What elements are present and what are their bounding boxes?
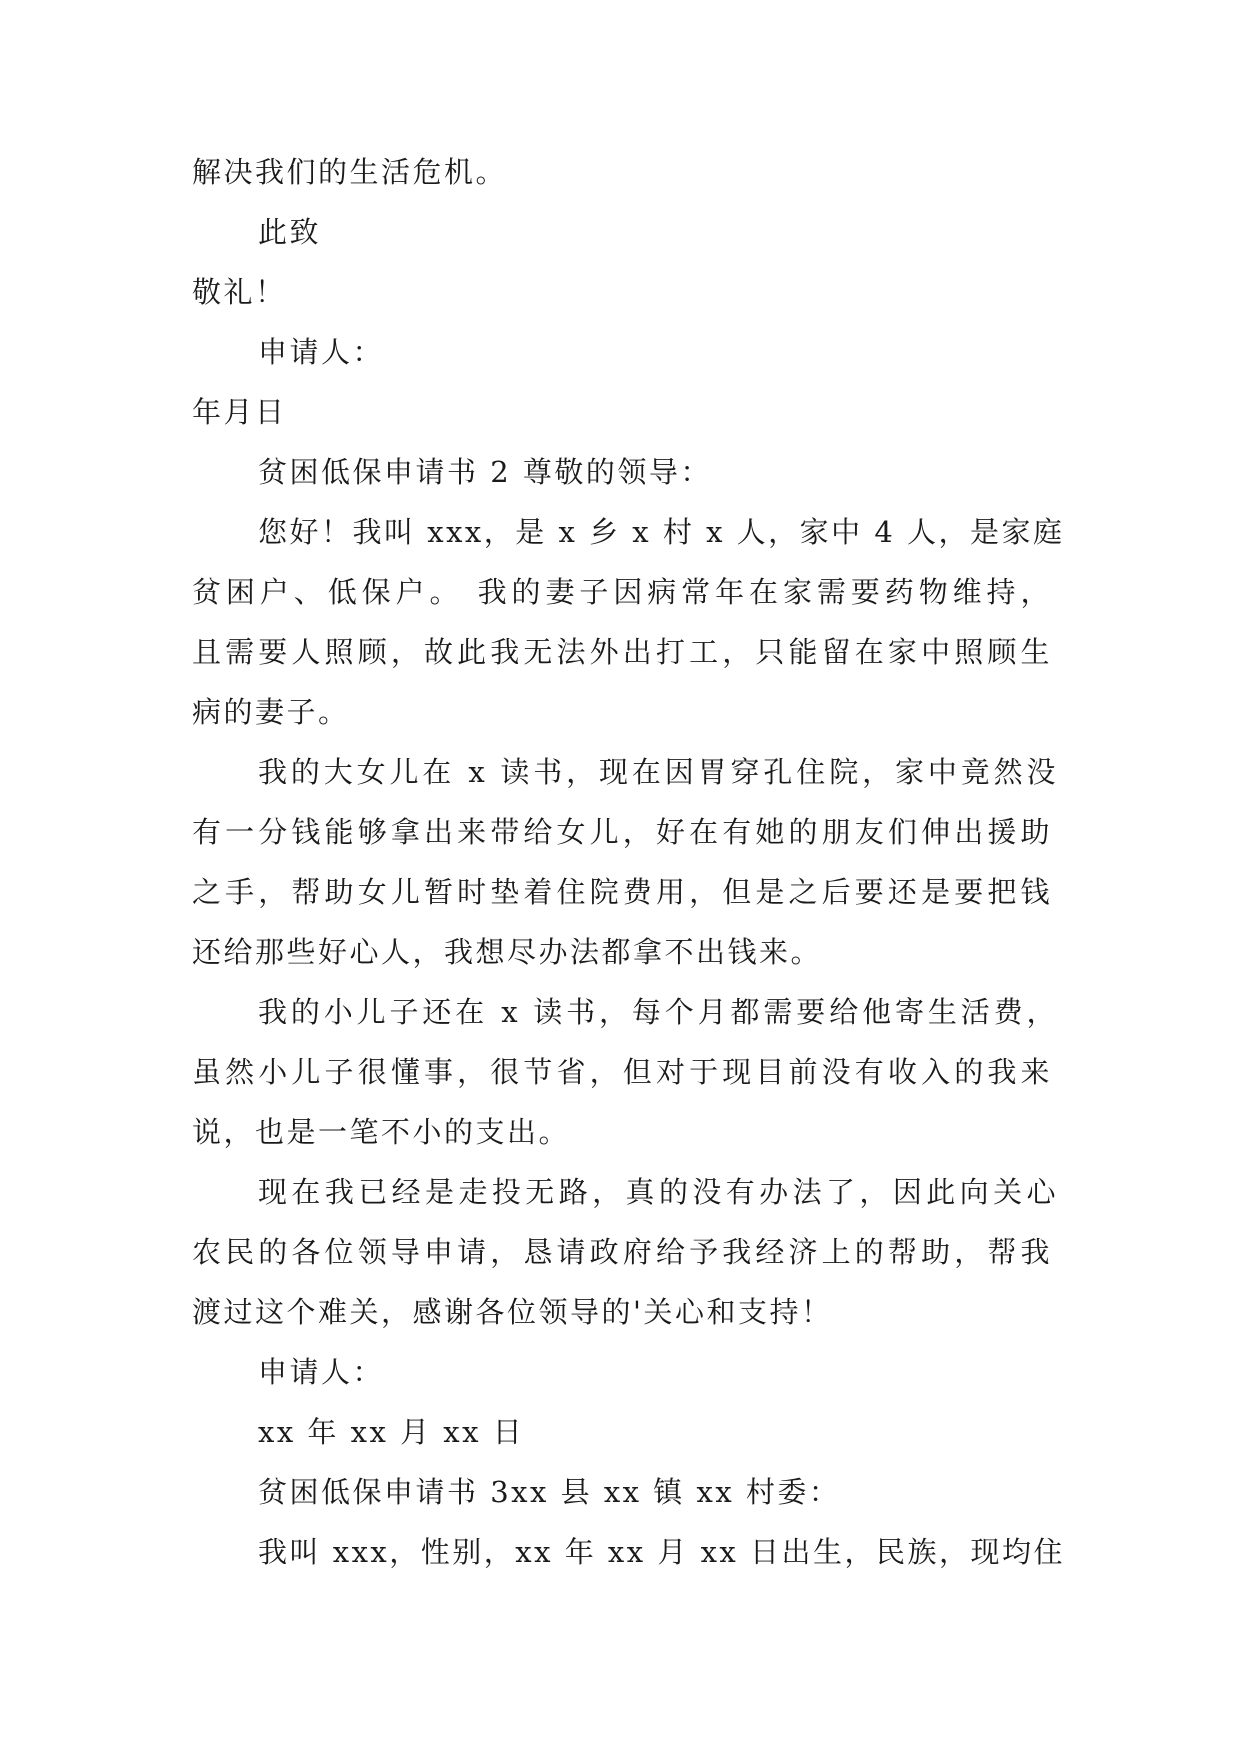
paragraph-line: 我的小儿子还在 x 读书，每个月都需要给他寄生活费， — [258, 995, 1058, 1029]
paragraph-line: 现在我已经是走投无路，真的没有办法了，因此向关心 — [258, 1175, 1058, 1209]
paragraph-line: 您好！我叫 xxx，是 x 乡 x 村 x 人，家中 4 人，是家庭 — [258, 515, 1065, 549]
text-line: 解决我们的生活危机。 — [192, 155, 508, 189]
paragraph-line: 我的大女儿在 x 读书，现在因胃穿孔住院，家中竟然没 — [258, 755, 1058, 789]
closing-salutation: 此致 — [258, 215, 322, 249]
applicant-label: 申请人： — [258, 1355, 385, 1389]
paragraph-line: 且需要人照顾，故此我无法外出打工，只能留在家中照顾生 — [192, 635, 1052, 669]
date-line: xx 年 xx 月 xx 日 — [258, 1415, 525, 1449]
paragraph-line: 还给那些好心人，我想尽办法都拿不出钱来。 — [192, 935, 823, 969]
paragraph-line: 说，也是一笔不小的支出。 — [192, 1115, 571, 1149]
applicant-label: 申请人： — [258, 335, 385, 369]
paragraph-line: 贫困户、低保户。 我的妻子因病常年在家需要药物维持， — [192, 575, 1052, 609]
date-line: 年月日 — [192, 395, 287, 429]
paragraph-line: 虽然小儿子很懂事，很节省，但对于现目前没有收入的我来 — [192, 1055, 1052, 1089]
paragraph-line: 有一分钱能够拿出来带给女儿，好在有她的朋友们伸出援助 — [192, 815, 1052, 849]
closing-respect: 敬礼！ — [192, 275, 287, 309]
section-heading: 贫困低保申请书 2 尊敬的领导： — [258, 455, 712, 489]
paragraph-line: 之手，帮助女儿暂时垫着住院费用，但是之后要还是要把钱 — [192, 875, 1052, 909]
paragraph-line: 渡过这个难关，感谢各位领导的'关心和支持！ — [192, 1295, 833, 1329]
section-heading: 贫困低保申请书 3xx 县 xx 镇 xx 村委： — [258, 1475, 841, 1509]
paragraph-line: 农民的各位领导申请，恳请政府给予我经济上的帮助，帮我 — [192, 1235, 1052, 1269]
paragraph-line: 病的妻子。 — [192, 695, 350, 729]
paragraph-line: 我叫 xxx，性别，xx 年 xx 月 xx 日出生，民族，现均住 — [258, 1535, 1066, 1569]
